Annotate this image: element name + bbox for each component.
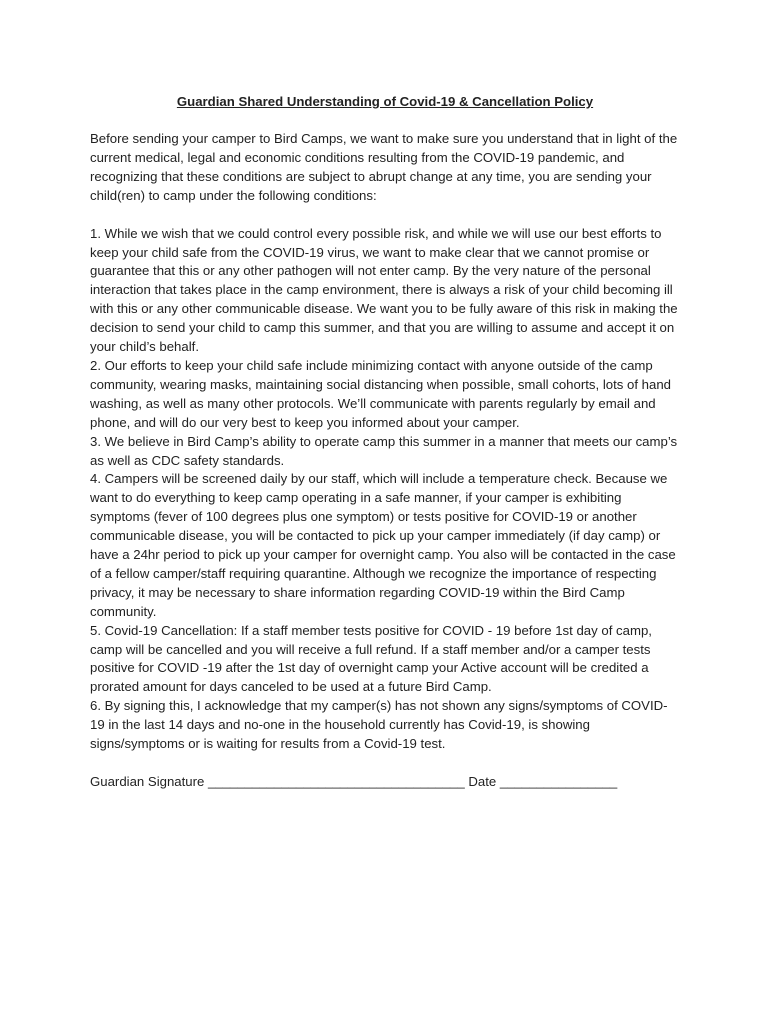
document-title: Guardian Shared Understanding of Covid-19 & Cancellation Policy <box>176 94 594 109</box>
signature-line: Guardian Signature ___________________________________ Date ________________ <box>90 774 618 789</box>
condition-item-6: 6. By signing this, I acknowledge that my camper(s) has not shown any signs/symptoms of COVID-19 in the last 14 days and no-one in the household currently has Covid-19, is showing signs/symptoms or is waiting for results from a Covid-19 test. <box>90 698 668 752</box>
condition-item-5: 5. Covid-19 Cancellation: If a staff member tests positive for COVID - 19 before 1st day of camp, camp will be cancelled and you will receive a full refund. If a staff member and/or a camper tests positive for COVID -19 after the 1st day of overnight camp your Active account will be credited a prorated amount for days canceled to be used at a future Bird Camp. <box>90 622 652 695</box>
condition-item-2: 2. Our efforts to keep your child safe include minimizing contact with anyone outside of the camp community, wearing masks, maintaining social distancing when possible, small cohorts, lots of hand washing, as well as many other protocols. We’ll communicate with parents regularly by email and phone, and will do our very best to keep you informed about your camper. <box>90 357 672 430</box>
condition-item-1: 1. While we wish that we could control every possible risk, and while we will use our best efforts to keep your child safe from the COVID-19 virus, we want to make clear that we cannot promise or guarantee that this or any other pathogen will not enter camp. By the very nature of the personal interaction that takes place in the camp environment, there is always a risk of your child becoming ill with this or any other communicable disease. We want you to be fully aware of this risk in making the decision to send your child to camp this summer, and that you are willing to assume and accept it on your child’s behalf. <box>90 225 678 355</box>
document-body <box>90 130 682 792</box>
condition-item-3: 3. We believe in Bird Camp’s ability to operate camp this summer in a manner that meets our camp’s as well as CDC safety standards. <box>90 433 678 468</box>
intro-paragraph: Before sending your camper to Bird Camps, we want to make sure you understand that in light of the current medical, legal and economic conditions resulting from the COVID-19 pandemic, and recognizing that these conditions are subject to abrupt change at any time, you are sending your child(ren) to camp under the following conditions: <box>90 131 678 203</box>
condition-item-4: 4. Campers will be screened daily by our staff, which will include a temperature check. Because we want to do everything to keep camp operating in a safe manner, if your camper is exhibiting symptoms (fever of 100 degrees plus one symptom) or tests positive for COVID-19 or another communicable disease, you will be contacted to pick up your camper immediately (if day camp) or have a 24hr period to pick up your camper for overnight camp. You also will be contacted in the case of a fellow camper/staff requiring quarantine. Although we recognize the importance of respecting privacy, it may be necessary to share information regarding COVID-19 within the Bird Camp community. <box>90 471 676 619</box>
